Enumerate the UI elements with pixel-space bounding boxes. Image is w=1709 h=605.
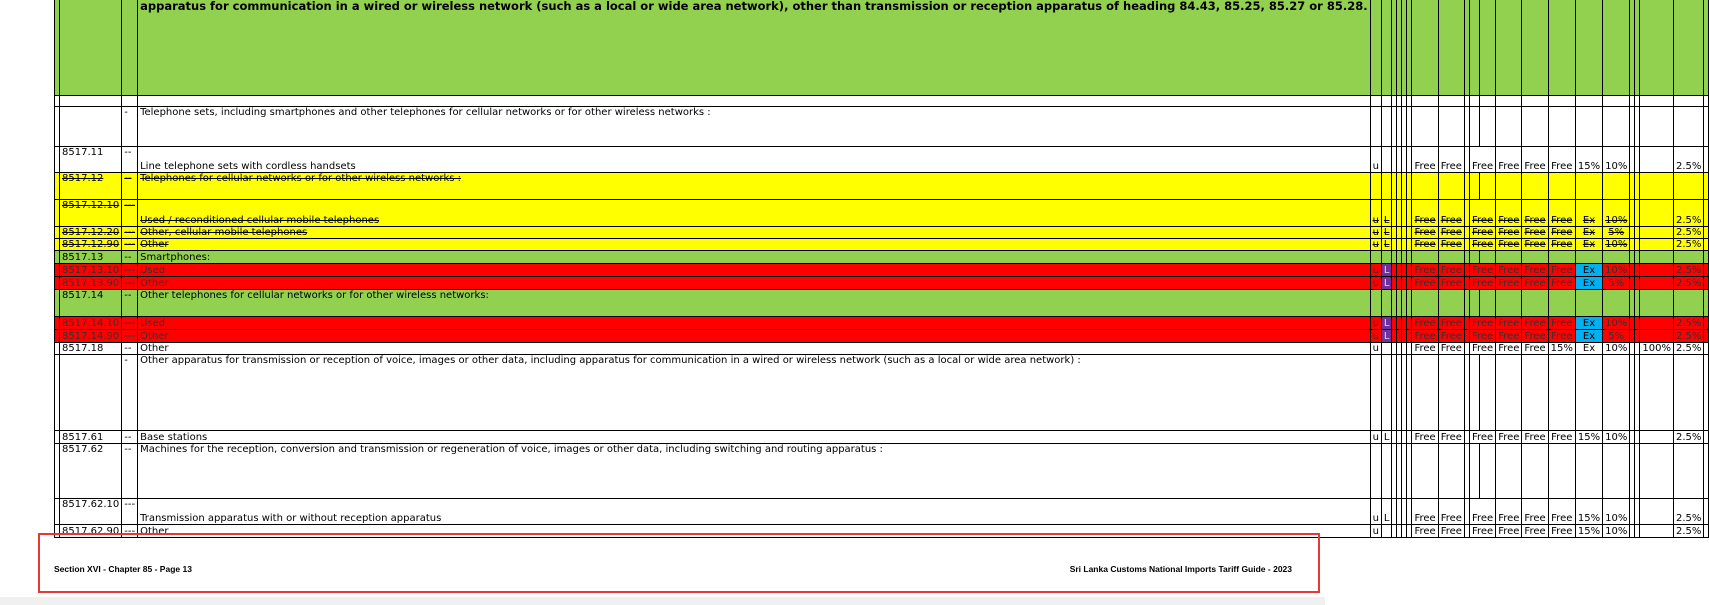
table-row: 8517.12 -- Telephones for cellular networks or for other wireless networks :	[55, 173, 1709, 200]
footer-page-label: Section XVI - Chapter 85 - Page 13	[54, 564, 192, 574]
footer-document-title: Sri Lanka Customs National Imports Tariff Guide - 2023	[1069, 564, 1292, 574]
table-row: 8517.18 -- Other u Free Free Free Free Free 15% Ex 10% 100% 2.5%	[55, 343, 1709, 355]
header-block-text: apparatus for communication in a wired or wireless network (such as a local or wide area network), other than transmission or reception apparatus of heading 84.43, 85.25, 85.27 or 85.28.	[138, 0, 1370, 96]
tariff-table	[54, 0, 1709, 538]
page-bottom-strip	[0, 597, 1325, 605]
table-row: 8517.14.10 --- Used u L Free Free Free Free Free Free Ex 10% 2.5%	[55, 317, 1709, 330]
table-row: - Other apparatus for transmission or reception of voice, images or other data, including apparatus for communication in a wired or wireless network (such as a local or wide area network) :	[55, 355, 1709, 431]
table-row: 8517.11 -- Line telephone sets with cordless handsets u Free Free Free Free Free Free 15% 10% 2.5%	[55, 147, 1709, 173]
table-row: 8517.13 -- Smartphones:	[55, 251, 1709, 264]
table-row: 8517.14.90 --- Other u L Free Free Free Free Free Free Ex 5% 2.5%	[55, 330, 1709, 343]
header-block-row	[55, 0, 1709, 96]
table-row: - Telephone sets, including smartphones and other telephones for cellular networks or for other wireless networks :	[55, 107, 1709, 147]
spacer-row	[55, 96, 1709, 107]
table-row: 8517.62.90 --- Other u Free Free Free Free Free Free 15% 10% 2.5%	[55, 525, 1709, 538]
table-row: 8517.13.10 --- Used u L Free Free Free Free Free Free Ex 10% 2.5%	[55, 264, 1709, 277]
table-row: 8517.62.10 --- Transmission apparatus with or without reception apparatus u L Free Free Free Free Free Free 15% 10% 2.5%	[55, 499, 1709, 525]
table-row: 8517.14 -- Other telephones for cellular networks or for other wireless networks:	[55, 290, 1709, 317]
annotation-highlight-box	[38, 533, 1320, 593]
table-row: 8517.13.90 --- Other u L Free Free Free Free Free Free Ex 5% 2.5%	[55, 277, 1709, 290]
table-row: 8517.62 -- Machines for the reception, conversion and transmission or regeneration of voice, images or other data, including switching and routing apparatus :	[55, 444, 1709, 499]
table-row: 8517.12.20 --- Other, cellular mobile telephones u L Free Free Free Free Free Free Ex 5% 2.5%	[55, 227, 1709, 239]
table-row: 8517.12.10 --- Used / reconditioned cellular mobile telephones u L Free Free Free Free Free Free Ex 10% 2.5%	[55, 200, 1709, 227]
table-row: 8517.61 -- Base stations u L Free Free Free Free Free Free 15% 10% 2.5%	[55, 431, 1709, 444]
table-row: 8517.12.90 --- Other u L Free Free Free Free Free Free Ex 10% 2.5%	[55, 239, 1709, 251]
